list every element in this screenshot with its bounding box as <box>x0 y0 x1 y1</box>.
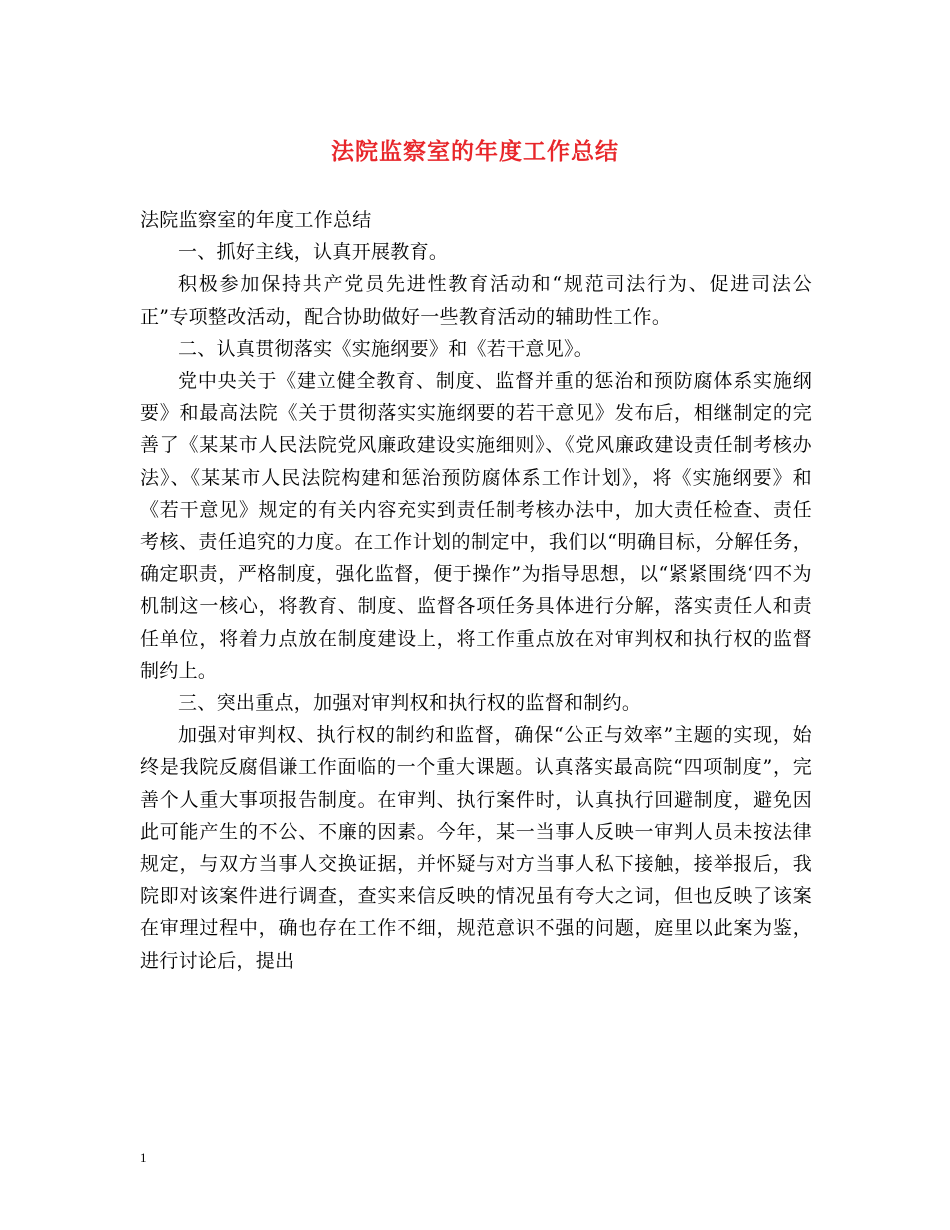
page-number: 1 <box>140 1150 147 1165</box>
paragraph-heading: 法院监察室的年度工作总结 <box>140 209 372 231</box>
paragraph: 积极参加保持共产党员先进性教育活动和“规范司法行为、促进司法公正”专项整改活动，配合协助做好一些教育活动的辅助性工作。 <box>140 273 812 328</box>
paragraph: 党中央关于《建立健全教育、制度、监督并重的惩治和预防腐体系实施纲要》和最高法院《关于贯彻落实实施纲要的若干意见》发布后，相继制定的完善了《某某市人民法院党风廉政建设实施细则》、《党风廉政建设责任制考核办法》、《某某市人民法院构建和惩治预防腐体系工作计划》，将《实施纲要》和《若干意见》规定的有关内容充实到责任制考核办法中，加大责任检查、责任考核、责任追究的力度。在工作计划的制定中，我们以“明确目标，分解任务，确定职责，严格制度，强化监督，便于操作”为指导思想，以“紧紧围绕‘四不为机制这一核心，将教育、制度、监督各项任务具体进行分解，落实责任人和责任单位，将着力点放在制度建设上，将工作重点放在对审判权和执行权的监督制约上。 <box>140 370 812 682</box>
document-body <box>140 204 812 977</box>
paragraph: 加强对审判权、执行权的制约和监督，确保“公正与效率”主题的实现，始终是我院反腐倡谦工作面临的一个重大课题。认真落实最高院“四项制度”，完善个人重大事项报告制度。在审判、执行案件时，认真执行回避制度，避免因此可能产生的不公、不廉的因素。今年，某一当事人反映一审判人员未按法律规定，与双方当事人交换证据，并怀疑与对方当事人私下接触，接举报后，我院即对该案件进行调查，查实来信反映的情况虽有夸大之词，但也反映了该案在审理过程中，确也存在工作不细，规范意识不强的问题，庭里以此案为鉴，进行讨论后，提出 <box>140 724 812 972</box>
paragraph-section-one: 一、抓好主线，认真开展教育。 <box>178 241 449 264</box>
document-title: 法院监察室的年度工作总结 <box>331 138 619 165</box>
paragraph-section-three: 三、突出重点，加强对审判权和执行权的监督和制约。 <box>178 692 642 715</box>
paragraph-section-two: 二、认真贯彻落实《实施纲要》和《若干意见》。 <box>178 337 594 360</box>
